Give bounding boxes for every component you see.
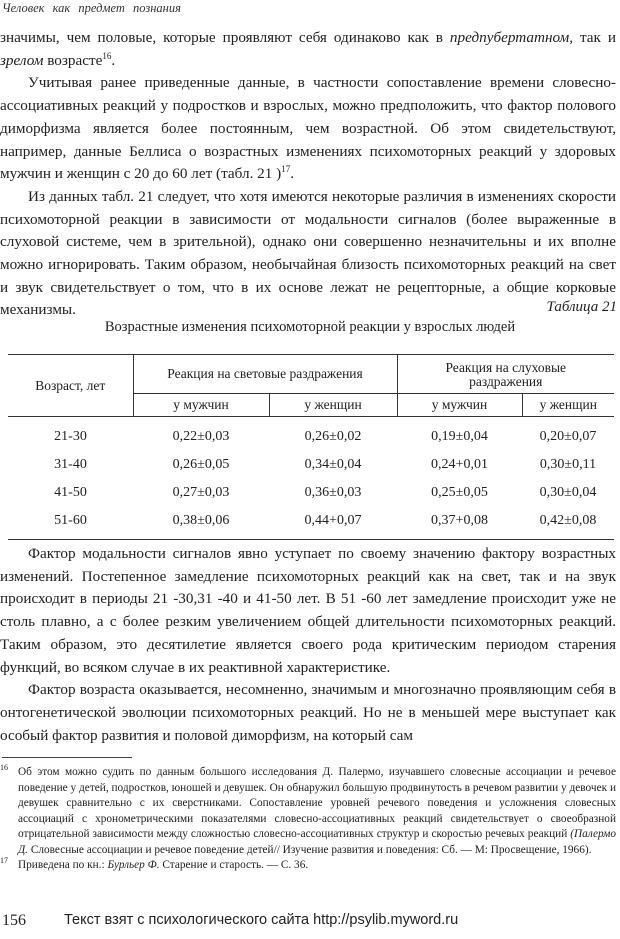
body-text-top	[0, 27, 616, 322]
header-sound-women: у женщин	[522, 394, 614, 417]
table-row: 41-50 0,27±0,03 0,36±0,03 0,25±0,05 0,30±0,04	[54, 485, 597, 500]
running-head: Человек как предмет познания	[2, 1, 181, 15]
paragraph-continuation: значимы, чем половые, которые проявляют себя одинаково как в предпубертатном, так и зрелом возрасте$^{16}$.	[0, 29, 616, 69]
header-sound-group: Реакция на слуховые раздражения	[397, 355, 614, 394]
table-row: 51-60 0,38±0,06 0,44+0,07 0,37+0,08 0,42±0,08	[8, 507, 614, 540]
page-number: 156	[2, 912, 26, 929]
header-light-group: Реакция на световые раздражения	[133, 355, 397, 394]
table-label: Таблица 21	[546, 299, 617, 315]
footnotes	[0, 765, 616, 874]
footnote-ref-17[interactable]: 17	[281, 164, 291, 175]
source-watermark: Текст взят с психологического сайта http://psylib.myword.ru	[64, 912, 459, 928]
paragraph: Учитывая ранее приведенные данные, в частности сопоставление времени словесно-ассоциативных реакций у подростков и взрослых, можно предположить, что фактор полового диморфизма является более постоянным, чем возрастной. Об этом свидетельствуют, например, данные Беллиса о возрастных изменениях психомоторных реакций у здоровых мужчин и женщин с 20 до 60 лет (табл. 21 )$^{17}$.	[0, 74, 616, 183]
header-light-women: у женщин	[269, 394, 397, 417]
header-age: Возраст, лет	[8, 355, 133, 417]
table-title: Возрастные изменения психомоторной реакции у взрослых людей	[104, 319, 516, 335]
header-sound-men: у мужчин	[397, 394, 522, 417]
footnote-ref-16[interactable]: 16	[102, 50, 112, 61]
table-row: 21-30 0,22±0,03 0,26±0,02 0,19±0,04 0,20±0,07	[54, 429, 597, 444]
body-text-bottom	[0, 543, 616, 747]
data-table	[8, 354, 614, 540]
footnote-divider	[2, 757, 132, 758]
footnote-17: 17 Приведена по кн.: Бурльер Ф. Старение и старость. — С. 36.	[0, 856, 309, 871]
footnote-16: 16 Об этом можно судить по данным большого исследования Д. Палермо, изучавшего словесные ассоциации и речевое поведение у детей, подростков, юношей и девушек. Он обнаружил большую продвинутость в речевом развитии у девочек и девушек сравнительно с их сверстниками. Сопоставление уровней речевого поведения и усложнения словесных ассоциаций с хронометрическими показателями словесно-ассоциативных реакций свидетельствует о своеобразной отрицательной зависимости между сложностью словесно-ассоциативных структур и скоростью речевых реакций (Палермо Д. Словесные ассоциации и речевое поведение детей// Изучение развития и поведения: Сб. — М: Просвещение, 1966).	[0, 763, 616, 856]
paragraph: Фактор возраста оказывается, несомненно, значимым и многозначно проявляющим себя в онтогенетической эволюции психомоторных реакций. Но не в меньшей мере выступает как особый фактор развития и половой диморфизм, на который сам	[0, 681, 616, 744]
paragraph: Из данных табл. 21 следует, что хотя имеются некоторые различия в изменениях скорости психомоторной реакции в зависимости от модальности сигналов (более выраженные в слуховой системе, чем в зрительной), однако они совершенно незначительны и их вполне можно игнорировать. Таким образом, необычайная близость психомоторных реакций на свет и звук свидетельствует о том, что в их основе лежат не рецепторные, а общие корковые механизмы.	[0, 187, 616, 319]
table-row: 31-40 0,26±0,05 0,34±0,04 0,24+0,01 0,30±0,11	[54, 457, 597, 472]
header-light-men: у мужчин	[133, 394, 269, 417]
paragraph: Фактор модальности сигналов явно уступает по своему значению фактору возрастных изменений. Постепенное замедление психомоторных реакций как на свет, так и на звук происходит в периоды 21 -30,31 -40 и 41-50 лет. В 51 -60 лет замедление происходит уже не столь плавно, а с более резким увеличением общей длительности психомоторных реакций. Таким образом, это десятилетие является своего рода критическим периодом старения функций, во всяком случае в их реактивной характеристике.	[0, 545, 616, 676]
